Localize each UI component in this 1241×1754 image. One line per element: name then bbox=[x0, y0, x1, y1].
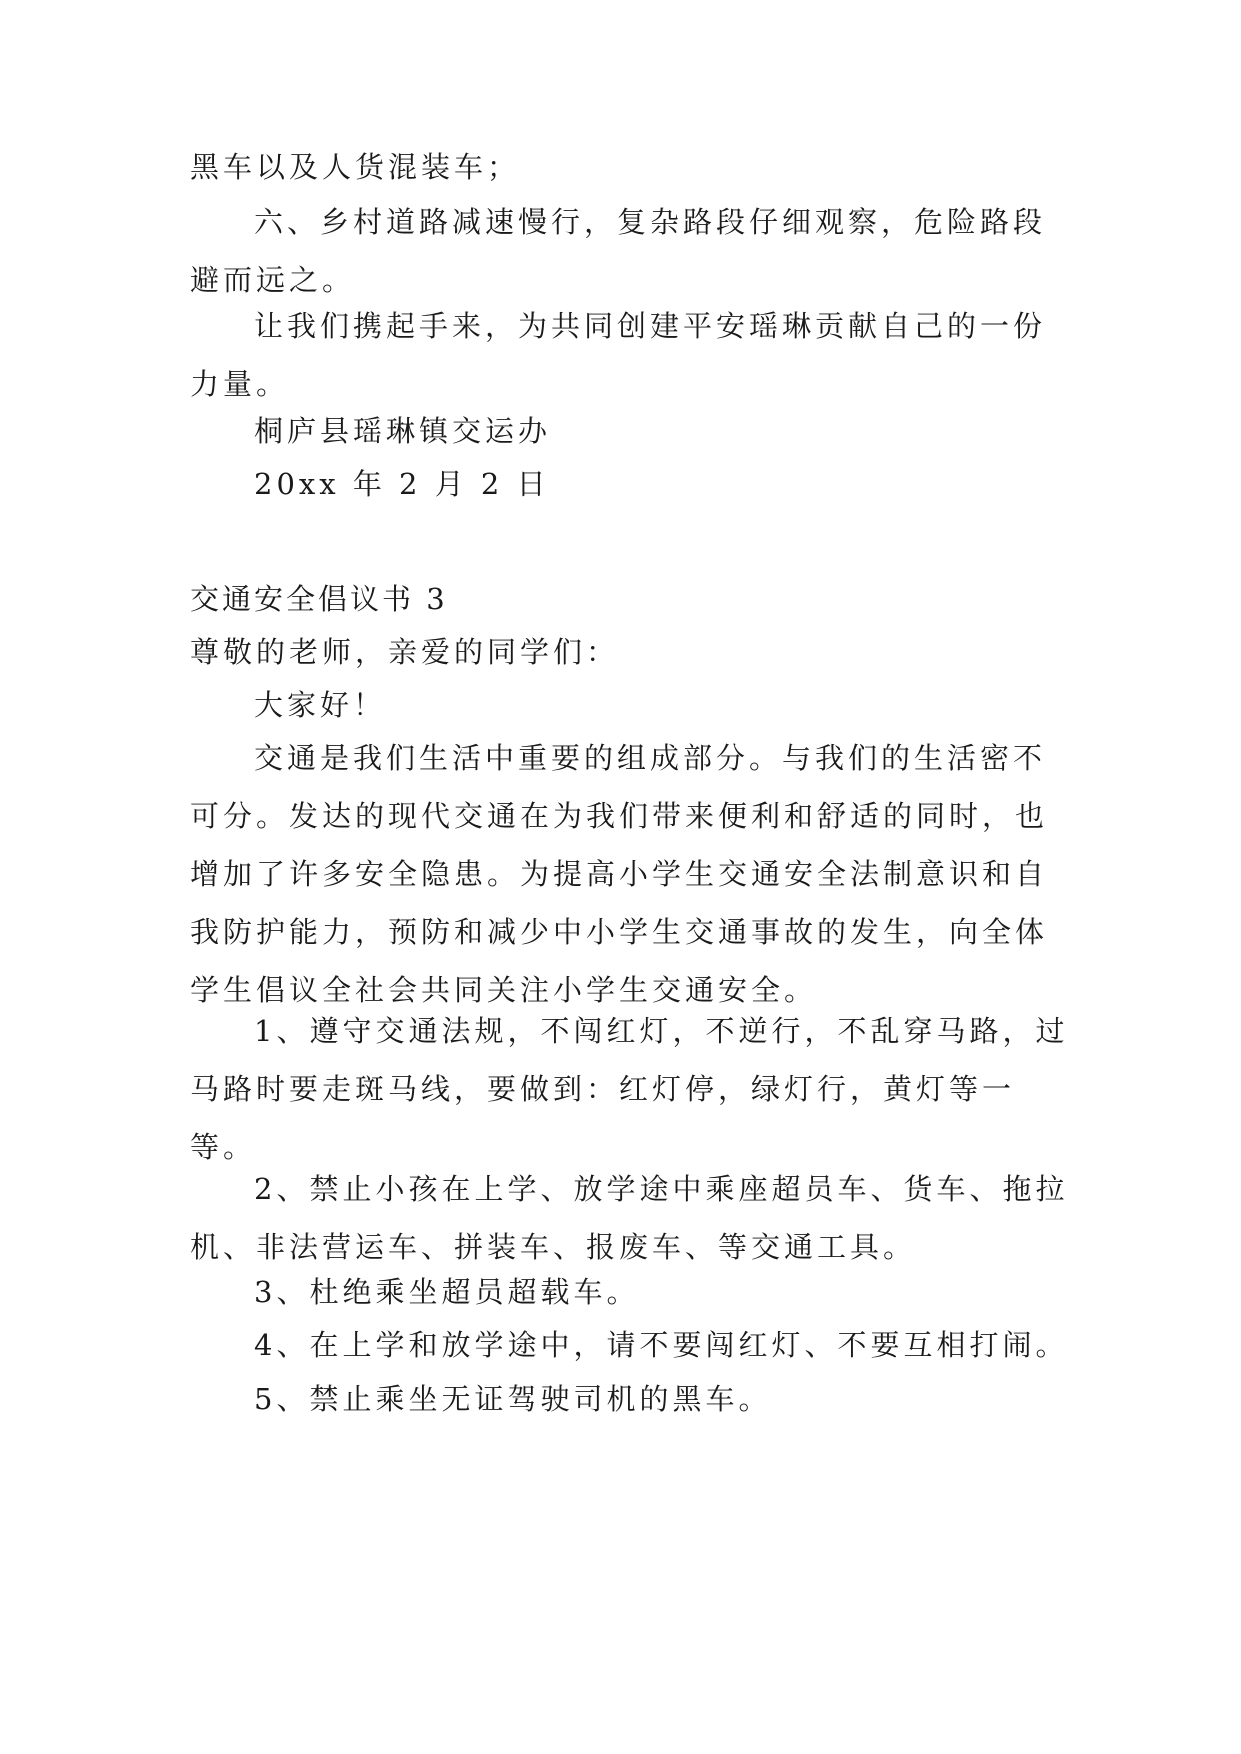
intro-paragraph: 交通是我们生活中重要的组成部分。与我们的生活密不可分。发达的现代交通在为我们带来便利和舒适的同时，也增加了许多安全隐患。为提高小学生交通安全法制意识和自我防护能力，预防和减少中小学生交通事故的发生，向全体学生倡议全社会共同关注小学生交通安全。 bbox=[190, 741, 1049, 1007]
continued-line: 黑车以及人货混装车； bbox=[190, 150, 521, 184]
item-3: 3、杜绝乘坐超员超载车。 bbox=[254, 1275, 640, 1309]
item-5: 5、禁止乘坐无证驾驶司机的黑车。 bbox=[254, 1382, 772, 1416]
item-1: 1、遵守交通法规，不闯红灯，不逆行，不乱穿马路，过马路时要走斑马线，要做到：红灯停，绿灯行，黄灯等一等。 bbox=[190, 1014, 1069, 1164]
closing-paragraph: 让我们携起手来，为共同创建平安瑶琳贡献自己的一份力量。 bbox=[190, 309, 1047, 401]
section-title: 交通安全倡议书 3 bbox=[190, 582, 448, 616]
signature-organization: 桐庐县瑶琳镇交运办 bbox=[254, 414, 552, 448]
item-2: 2、禁止小孩在上学、放学途中乘座超员车、货车、拖拉机、非法营运车、拼装车、报废车、等交通工具。 bbox=[190, 1172, 1069, 1264]
greeting: 大家好！ bbox=[254, 688, 387, 722]
salutation: 尊敬的老师，亲爱的同学们： bbox=[190, 635, 620, 669]
item-4: 4、在上学和放学途中，请不要闯红灯、不要互相打闹。 bbox=[254, 1328, 1069, 1362]
paragraph-6: 六、乡村道路减速慢行，复杂路段仔细观察，危险路段避而远之。 bbox=[190, 205, 1047, 297]
signature-date: 20xx 年 2 月 2 日 bbox=[254, 467, 550, 501]
